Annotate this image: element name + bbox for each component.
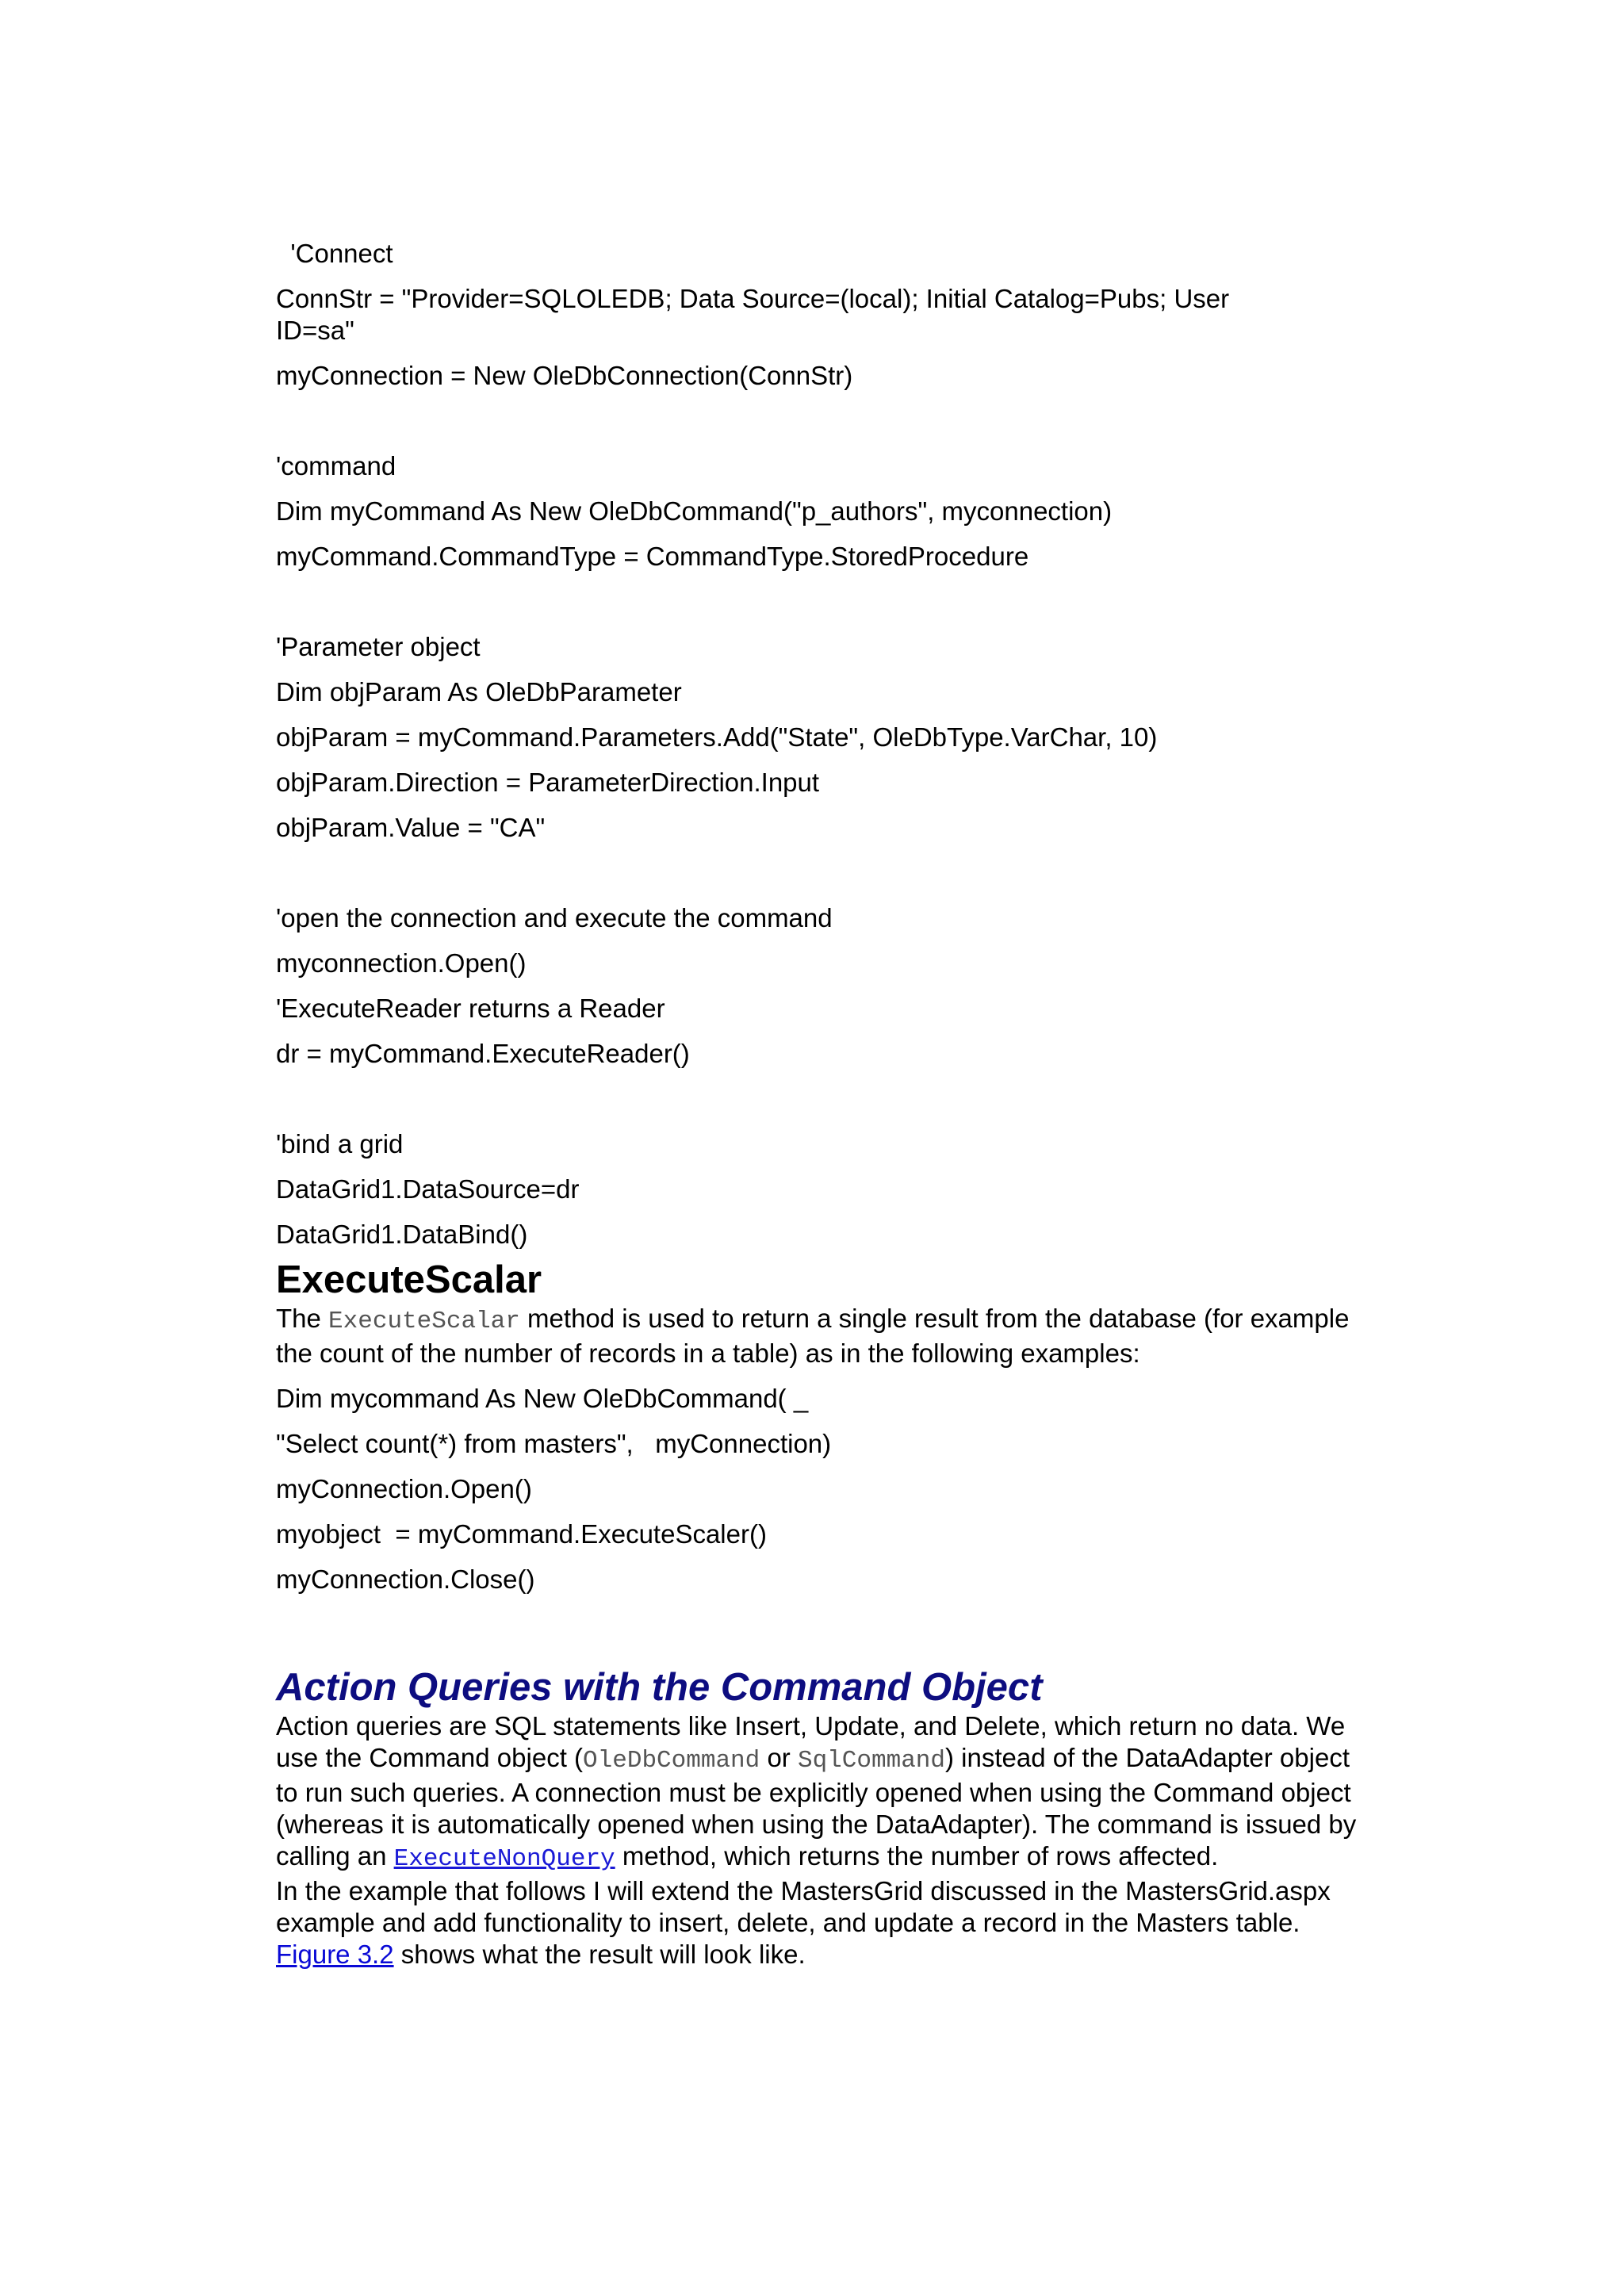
section-spacer	[276, 1609, 1362, 1664]
section-execute-scalar	[276, 1257, 1362, 1595]
document-page	[276, 238, 1362, 1970]
text-run: The	[276, 1304, 329, 1333]
text-run: or	[760, 1743, 798, 1772]
text-run: ) instead of the DataAdapter object to run such queries. A connection must be explicitly opened when using the Command object (whereas it is automatically opened when using the DataAdapter). The command is issued by calling an	[276, 1743, 1357, 1871]
code-line: 'command	[276, 451, 396, 481]
code-line: myobject = myCommand.ExecuteScaler()	[276, 1519, 767, 1549]
code-line: myConnection.Close()	[276, 1564, 535, 1594]
blank-line	[276, 405, 1362, 450]
figure-link[interactable]: Figure 3.2	[276, 1940, 394, 1969]
code-line: Dim mycommand As New OleDbCommand( _	[276, 1384, 809, 1413]
code-line: dr = myCommand.ExecuteReader()	[276, 1039, 690, 1068]
paragraph	[276, 1303, 1362, 1369]
text-run: In the example that follows I will extend the MastersGrid discussed in the MastersGrid.aspx example and add functionality to insert, delete, and update a record in the Masters table.	[276, 1876, 1331, 1937]
blank-line	[276, 586, 1362, 631]
code-line: myConnection.Open()	[276, 1474, 532, 1503]
code-line: DataGrid1.DataBind()	[276, 1220, 528, 1249]
text-run: Action queries are SQL statements like Insert, Update, and Delete, which return no data. We use the Command object (	[276, 1711, 1346, 1772]
code-block-stored-procedure	[276, 238, 1362, 1250]
code-line: myconnection.Open()	[276, 948, 527, 978]
code-line: objParam = myCommand.Parameters.Add("State", OleDbType.VarChar, 10)	[276, 722, 1158, 752]
inline-code: SqlCommand	[797, 1747, 945, 1775]
code-line: 'open the connection and execute the command	[276, 903, 833, 933]
code-line: myCommand.CommandType = CommandType.StoredProcedure	[276, 542, 1029, 571]
code-line: DataGrid1.DataSource=dr	[276, 1174, 580, 1204]
code-line: 'bind a grid	[276, 1129, 404, 1158]
paragraph	[276, 1710, 1362, 1875]
inline-code: OleDbCommand	[583, 1747, 760, 1775]
inline-code: ExecuteScalar	[328, 1308, 520, 1335]
code-line: 'Parameter object	[276, 632, 481, 661]
text-run: method, which returns the number of rows affected.	[615, 1841, 1219, 1871]
paragraph	[276, 1875, 1362, 1970]
blank-line	[276, 1083, 1362, 1128]
code-line: "Select count(*) from masters", myConnection)	[276, 1429, 832, 1458]
section-heading: ExecuteScalar	[276, 1258, 542, 1301]
text-run: method is used to return a single result from the database (for example the count of the number of records in a table) as in the following examples:	[276, 1304, 1350, 1368]
code-line: 'Connect	[276, 239, 393, 268]
text-run: shows what the result will look like.	[393, 1940, 806, 1969]
section-action-queries	[276, 1664, 1362, 1970]
code-line: 'ExecuteReader returns a Reader	[276, 994, 665, 1023]
code-line: Dim objParam As OleDbParameter	[276, 677, 682, 707]
code-line: objParam.Direction = ParameterDirection.Input	[276, 768, 820, 797]
execute-non-query-link[interactable]: ExecuteNonQuery	[393, 1845, 615, 1873]
code-line: ConnStr = "Provider=SQLOLEDB; Data Source=(local); Initial Catalog=Pubs; User ID=sa"	[276, 284, 1237, 345]
code-line: objParam.Value = "CA"	[276, 813, 546, 842]
code-line: Dim myCommand As New OleDbCommand("p_authors", myconnection)	[276, 496, 1113, 526]
blank-line	[276, 857, 1362, 902]
code-line: myConnection = New OleDbConnection(ConnStr)	[276, 361, 853, 390]
section-heading: Action Queries with the Command Object	[276, 1666, 1043, 1709]
